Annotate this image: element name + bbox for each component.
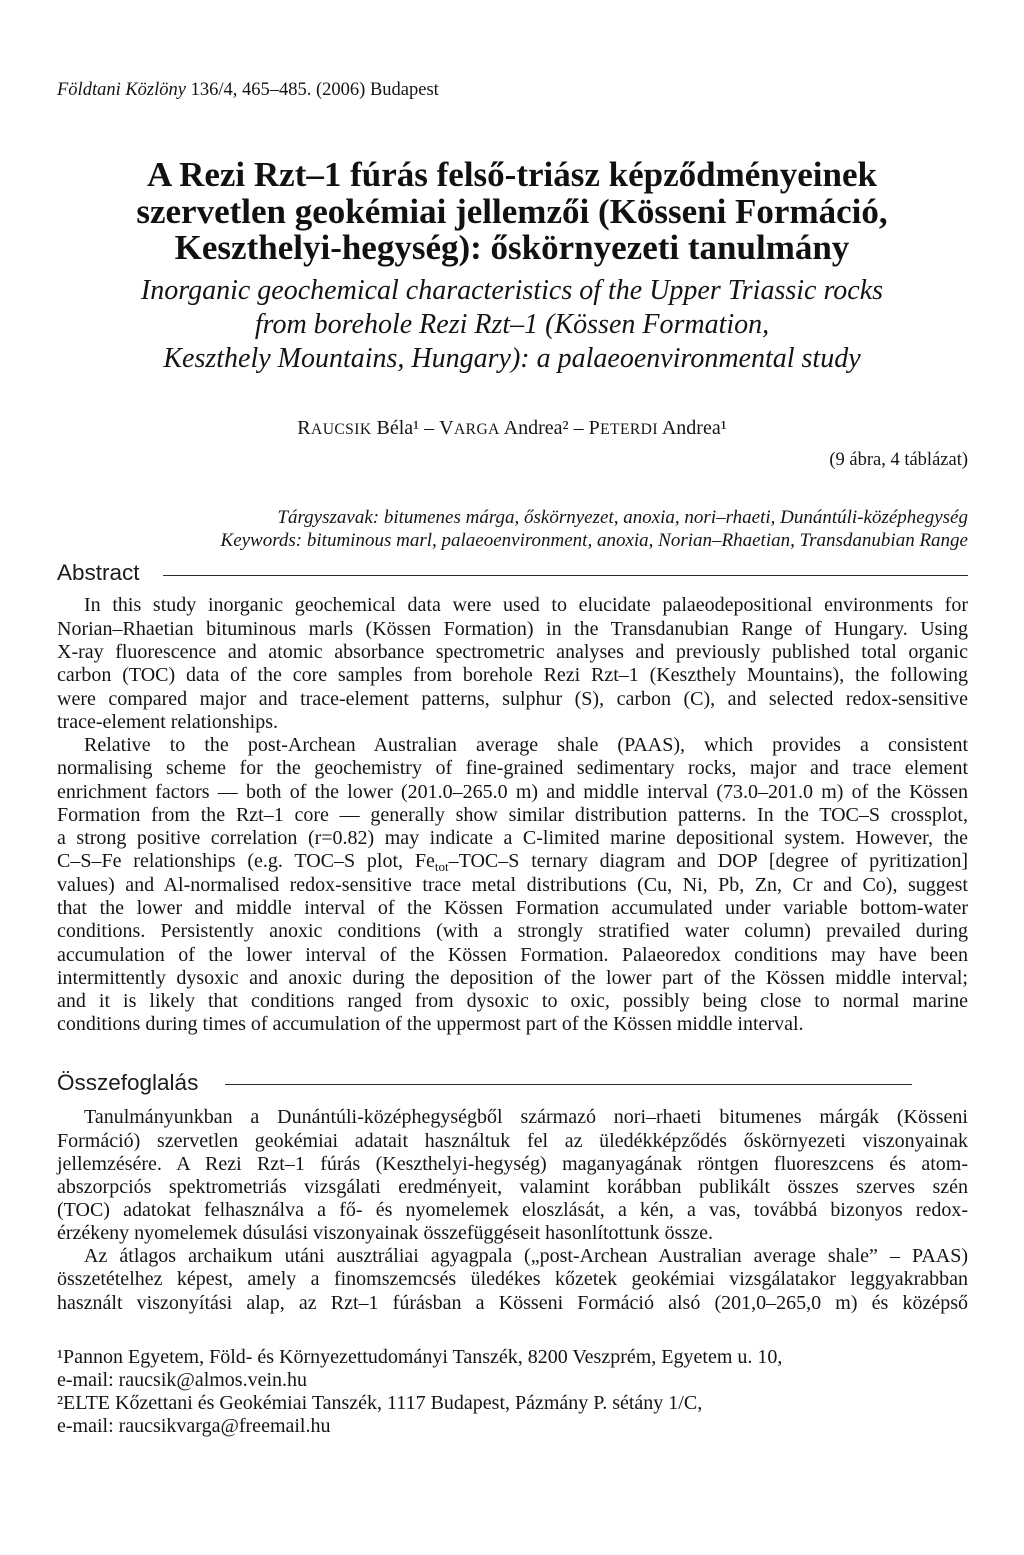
- summary-paragraph: [57, 1106, 968, 1245]
- author-surname: VARGA: [439, 417, 500, 439]
- summary-line: összetételhez képest, amely a finomszemcsés üledékes kőzetek geokémiai vizsgálatakor leggyakrabban: [57, 1268, 968, 1291]
- title-hungarian: [40, 157, 984, 267]
- author-affiliations: [57, 1346, 968, 1438]
- abstract-line-part: –TOC–S ternary diagram and DOP [degree of pyritization]: [448, 850, 968, 873]
- summary-line: (TOC) adatokat felhasználva a fő- és nyomelemek eloszlását, a kén, a vas, továbbá bizonyos redox-: [57, 1199, 968, 1222]
- summary-line: Tanulmányunkban a Dunántúli-középhegységből származó nori–rhaeti bitumenes márgák (Kösseni: [84, 1106, 968, 1129]
- summary-heading-rule: [225, 1084, 912, 1085]
- abstract-line: X-ray fluorescence and atomic absorbance spectrometric analyses and previously published total organic: [57, 640, 968, 663]
- journal-name: Földtani Közlöny: [57, 80, 186, 100]
- author-list: [40, 416, 984, 442]
- title-hu-line: A Rezi Rzt–1 fúrás felső-triász képződményeinek: [146, 155, 877, 194]
- abstract-heading: Abstract: [57, 559, 140, 585]
- keywords-en-terms: bituminous marl, palaeoenvironment, anoxia, Norian–Rhaetian, Transdanubian Range: [306, 529, 968, 551]
- keywords-hu-terms: bitumenes márga, őskörnyezet, anoxia, nori–rhaeti, Dunántúli-középhegység: [383, 506, 968, 528]
- abstract-line: intermittently dysoxic and anoxic during the deposition of the lower part of the Kössen middle interval;: [57, 966, 968, 989]
- abstract-line-part: C–S–Fe relationships (e.g. TOC–S plot, Fe: [57, 850, 435, 873]
- title-hu-line: szervetlen geokémiai jellemzői (Kösseni Formáció,: [136, 191, 888, 231]
- footnote-line: e-mail: raucsikvarga@freemail.hu: [57, 1414, 331, 1437]
- abstract-line: that the lower and middle interval of the Kössen Formation accumulated under variable bottom-water: [57, 897, 968, 920]
- author-surname: PETERDI: [588, 417, 658, 439]
- footnote-line: ²ELTE Kőzettani és Geokémiai Tanszék, 1117 Budapest, Pázmány P. sétány 1/C,: [57, 1391, 703, 1414]
- journal-citation: 136/4, 465–485. (2006) Budapest: [190, 80, 439, 100]
- abstract-line: carbon (TOC) data of the core samples from borehole Rezi Rzt–1 (Keszthely Mountains), the following: [57, 664, 968, 687]
- keywords-hu-label: Tárgyszavak:: [277, 506, 380, 528]
- abstract-line: Formation from the Rzt–1 core — generally show similar distribution patterns. In the TOC–S crossplot,: [57, 803, 968, 826]
- abstract-line: were compared major and trace-element patterns, sulphur (S), carbon (C), and selected redox-sensitive: [57, 687, 968, 710]
- summary-paragraph: [57, 1245, 968, 1314]
- abstract-line: Norian–Rhaetian bituminous marls (Kössen Formation) in the Transdanubian Range of Hungary. Using: [57, 617, 968, 640]
- summary-body: [57, 1106, 968, 1314]
- keywords-english: [100, 529, 968, 552]
- title-english: [40, 274, 984, 376]
- author-given-name: Béla¹: [376, 417, 420, 439]
- abstract-line: In this study inorganic geochemical data were used to elucidate palaeodepositional environments for: [84, 594, 968, 617]
- author-separator: –: [573, 417, 584, 439]
- abstract-paragraph: [57, 594, 968, 734]
- title-hu-line: Keszthelyi-hegység): őskörnyezeti tanulmány: [174, 228, 850, 267]
- abstract-line: conditions. Persistently anoxic conditions (with a strongly stratified water column) prevailed during: [57, 920, 968, 943]
- author-given-name: Andrea¹: [661, 417, 727, 439]
- subscript-tot: tot: [434, 859, 449, 875]
- abstract-line: a strong positive correlation (r=0.82) may indicate a C-limited marine depositional system. However, the: [57, 827, 968, 850]
- abstract-paragraph: [57, 734, 968, 1037]
- title-en-line: Keszthely Mountains, Hungary): a palaeoenvironmental study: [163, 343, 861, 374]
- keywords-block: [100, 506, 968, 552]
- author-separator: –: [424, 417, 435, 439]
- summary-line: abszorpciós spektrometriás vizsgálati eredményeit, valamint korábban publikált összes szerves szén: [57, 1175, 968, 1198]
- journal-header: [57, 79, 439, 101]
- keywords-hungarian: [100, 506, 968, 529]
- summary-line: Formáció) szervetlen geokémiai adatait használtuk fel az üledékképződés őskörnyezeti viszonyainak: [57, 1129, 968, 1152]
- summary-heading: Összefoglalás: [57, 1069, 199, 1095]
- abstract-line: conditions during times of accumulation of the uppermost part of the Kössen middle interval.: [57, 1013, 804, 1036]
- abstract-line: normalising scheme for the geochemistry of fine-grained sedimentary rocks, major and trace element: [57, 757, 968, 780]
- author-surname: RAUCSIK: [297, 417, 372, 439]
- abstract-heading-rule: [163, 575, 968, 576]
- abstract-line: trace-element relationships.: [57, 710, 279, 733]
- abstract-line: enrichment factors — both of the lower (201.0–265.0 m) and middle interval (73.0–201.0 m) of the Kössen: [57, 780, 968, 803]
- author-given-name: Andrea²: [503, 417, 569, 439]
- title-en-line: Inorganic geochemical characteristics of the Upper Triassic rocks: [140, 275, 884, 306]
- footnote-line: e-mail: raucsik@almos.vein.hu: [57, 1368, 308, 1391]
- abstract-line: values) and Al-normalised redox-sensitive trace metal distributions (Cu, Ni, Pb, Zn, Cr and Co), suggest: [57, 873, 968, 896]
- summary-line: jellemzésére. A Rezi Rzt–1 fúrás (Keszthelyi-hegység) maganyagának röntgen fluoreszcens és atom-: [57, 1152, 968, 1175]
- summary-line: használt viszonyítási alap, az Rzt–1 fúrásban a Kösseni Formáció alsó (201,0–265,0 m) és középső: [57, 1291, 968, 1314]
- footnote-line: ¹Pannon Egyetem, Föld- és Környezettudományi Tanszék, 8200 Veszprém, Egyetem u. 10,: [57, 1345, 783, 1368]
- summary-line: érzékeny nyomelemek dúsulási viszonyainak összefüggéseit hasonlítottunk össze.: [57, 1222, 713, 1245]
- figure-table-count: (9 ábra, 4 táblázat): [829, 450, 968, 470]
- title-en-line: from borehole Rezi Rzt–1 (Kössen Formation,: [254, 309, 770, 340]
- abstract-line: and it is likely that conditions ranged from dysoxic to oxic, possibly being close to normal marine: [57, 990, 968, 1013]
- summary-line: Az átlagos archaikum utáni ausztráliai agyagpala („post-Archean Australian average shale” – PAAS): [84, 1245, 968, 1268]
- keywords-en-label: Keywords:: [220, 529, 303, 551]
- abstract-body: [57, 594, 968, 1036]
- abstract-line: Relative to the post-Archean Australian average shale (PAAS), which provides a consistent: [84, 734, 968, 757]
- abstract-line: [57, 850, 968, 873]
- abstract-line: accumulation of the lower interval of the Kössen Formation. Palaeoredox conditions may have been: [57, 943, 968, 966]
